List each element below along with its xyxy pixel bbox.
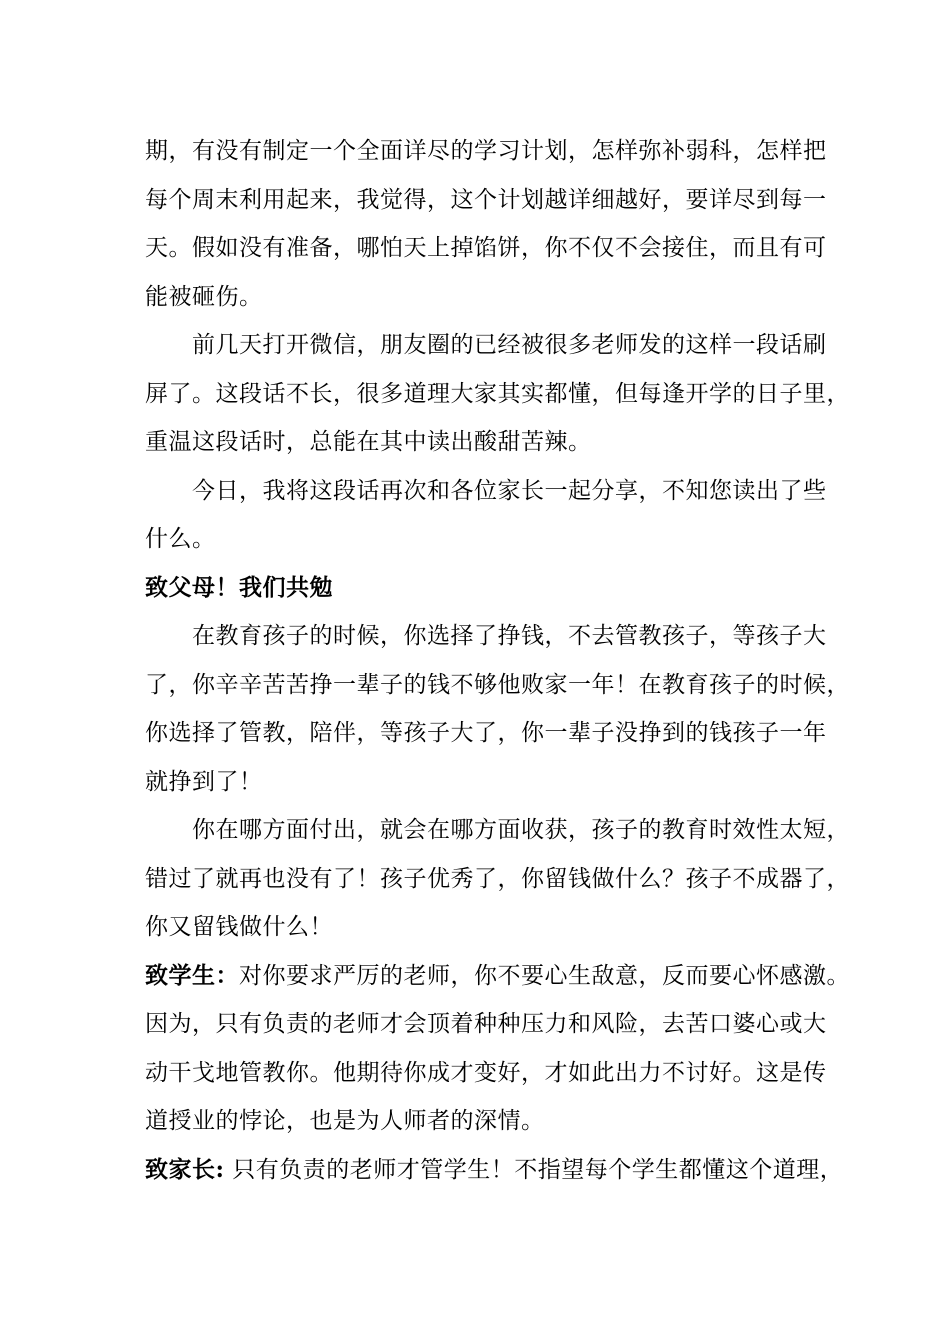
paragraph-line: 你又留钱做什么！ bbox=[145, 914, 333, 940]
document-body bbox=[145, 127, 850, 1194]
paragraph-line: 你在哪方面付出，就会在哪方面收获，孩子的教育时效性太短， bbox=[145, 817, 850, 843]
paragraph-line: 重温这段话时，总能在其中读出酸甜苦辣。 bbox=[145, 429, 592, 455]
student-text: 对你要求严厉的老师，你不要心生敌意，反而要心怀感激。 bbox=[239, 962, 850, 989]
paragraph-line: 因为，只有负责的老师才会顶着种种压力和风险，去苦口婆心或大 bbox=[145, 1011, 827, 1037]
paragraph-line bbox=[145, 1146, 844, 1195]
paragraph-line: 在教育孩子的时候，你选择了挣钱，不去管教孩子，等孩子大 bbox=[145, 623, 827, 649]
paragraph-line: 道授业的悖论，也是为人师者的深情。 bbox=[145, 1108, 545, 1134]
paragraph-line: 每个周末利用起来，我觉得，这个计划越详细越好，要详尽到每一 bbox=[145, 186, 827, 213]
paragraph-line: 今日，我将这段话再次和各位家长一起分享，不知您读出了些 bbox=[145, 477, 827, 504]
student-label: 致学生： bbox=[145, 961, 239, 989]
paragraph-line bbox=[145, 952, 850, 1001]
parent-label: 致家长: bbox=[145, 1155, 225, 1183]
parent-text: 只有负责的老师才管学生！不指望每个学生都懂这个道理， bbox=[224, 1156, 844, 1183]
paragraph-line: 就挣到了！ bbox=[145, 768, 263, 795]
paragraph-line: 天。假如没有准备，哪怕天上掉馅饼，你不仅不会接住，而且有可 bbox=[145, 235, 827, 261]
paragraph-line: 什么。 bbox=[145, 526, 216, 552]
paragraph-line: 错过了就再也没有了！孩子优秀了，你留钱做什么？孩子不成器了， bbox=[145, 865, 850, 892]
paragraph-line: 能被砸伤。 bbox=[145, 283, 263, 310]
paragraph-line: 你选择了管教，陪伴，等孩子大了，你一辈子没挣到的钱孩子一年 bbox=[145, 720, 827, 746]
paragraph-line: 前几天打开微信，朋友圈的已经被很多老师发的这样一段话刷 bbox=[145, 332, 827, 358]
paragraph-line: 了，你辛辛苦苦挣一辈子的钱不够他败家一年！在教育孩子的时候， bbox=[145, 671, 850, 698]
paragraph-line: 期，有没有制定一个全面详尽的学习计划，怎样弥补弱科，怎样把 bbox=[145, 138, 827, 164]
paragraph-line: 屏了。这段话不长，很多道理大家其实都懂，但每逢开学的日子里， bbox=[145, 380, 850, 407]
section-heading: 致父母！我们共勉 bbox=[145, 573, 333, 601]
paragraph-line: 动干戈地管教你。他期待你成才变好，才如此出力不讨好。这是传 bbox=[145, 1059, 827, 1086]
